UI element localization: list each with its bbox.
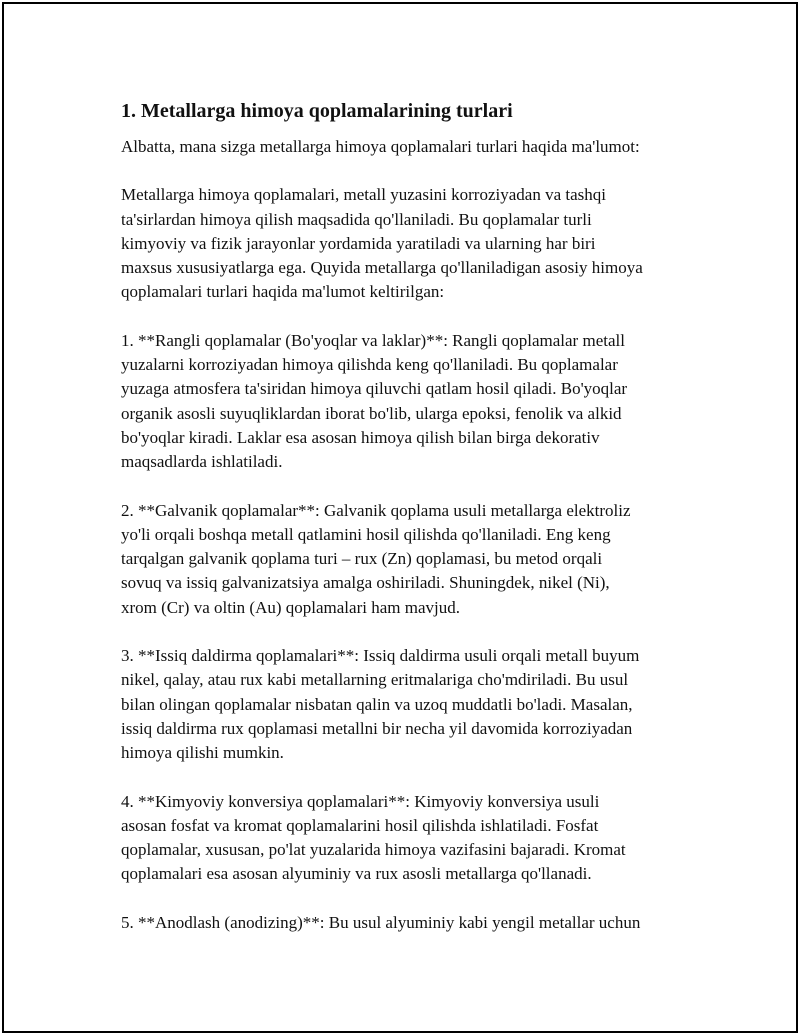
page-frame (2, 2, 798, 1033)
coating-type-4-paragraph: 4. **Kimyoviy konversiya qoplamalari**: Kimyoviy konversiya usuli asosan fosfat va kromat qoplamalarini hosil qilishda ishlatiladi. Fosfat qoplamalar, xususan, po'lat yuzalarida himoya vazifasini bajaradi. Kromat qoplamalari esa asosan alyuminiy va rux asosli metallarga qo'llanadi. (121, 791, 626, 884)
coating-type-2-paragraph: 2. **Galvanik qoplamalar**: Galvanik qoplama usuli metallarga elektroliz yo'li orqali boshqa metall qatlamini hosil qilishda qo'llaniladi. Eng keng tarqalgan galvanik qoplama turi – rux (Zn) qoplamasi, bu metod orqali sovuq va issiq galvanizatsiya amalga oshiriladi. Shuningdek, nikel (Ni), xrom (Cr) va oltin (Au) qoplamalari ham mavjud. (121, 500, 631, 617)
intro-paragraph: Albatta, mana sizga metallarga himoya qoplamalari turlari haqida ma'lumot: (121, 137, 640, 156)
document-title: 1. Metallarga himoya qoplamalarining turlari (121, 100, 513, 122)
coating-type-1-paragraph: 1. **Rangli qoplamalar (Bo'yoqlar va laklar)**: Rangli qoplamalar metall yuzalarni korroziyadan himoya qilishda keng qo'llaniladi. Bu qoplamalar yuzaga atmosfera ta'siridan himoya qiluvchi qatlam hosil qiladi. Bo'yoqlar organik asosli suyuqliklardan iborat bo'lib, ularga epoksi, fenolik va alkid bo'yoqlar kiradi. Laklar esa asosan himoya qilish bilan birga dekorativ maqsadlarda ishlatiladi. (121, 330, 628, 472)
document-body (121, 97, 701, 959)
coating-type-5-paragraph: 5. **Anodlash (anodizing)**: Bu usul alyuminiy kabi yengil metallar uchun (121, 912, 641, 932)
coating-type-3-paragraph: 3. **Issiq daldirma qoplamalari**: Issiq daldirma usuli orqali metall buyum nikel, qalay, atau rux kabi metallarning eritmalariga cho'mdiriladi. Bu usul bilan olingan qoplamalar nisbatan qalin va uzoq muddatli bo'ladi. Masalan, issiq daldirma rux qoplamasi metallni bir necha yil davomida korroziyadan himoya qilishi mumkin. (121, 646, 640, 763)
overview-paragraph: Metallarga himoya qoplamalari, metall yuzasini korroziyadan va tashqi ta'sirlardan himoya qilish maqsadida qo'llaniladi. Bu qoplamalar turli kimyoviy va fizik jarayonlar yordamida yaratiladi va ularning har biri maxsus xususiyatlarga ega. Quyida metallarga qo'llaniladigan asosiy himoya qoplamalari turlari haqida ma'lumot keltirilgan: (121, 185, 643, 302)
